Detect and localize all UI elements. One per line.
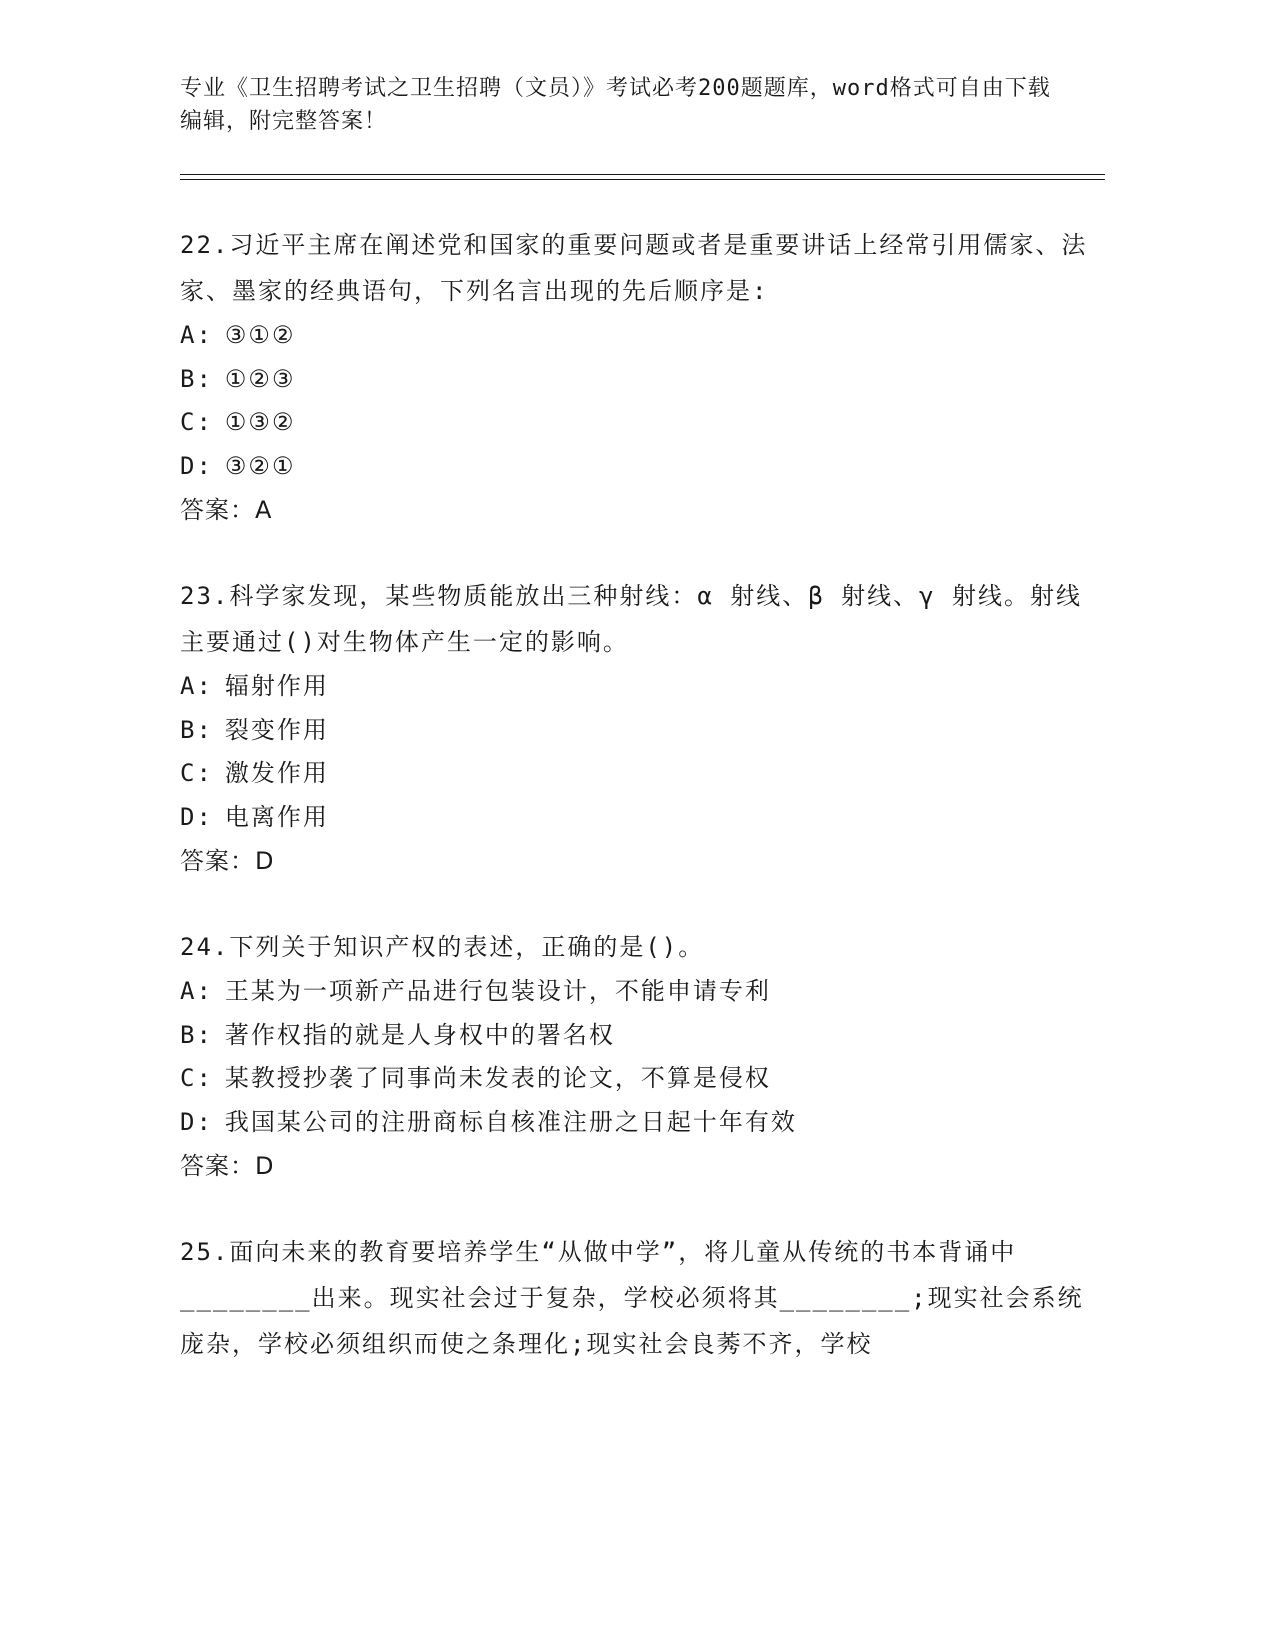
option-d <box>180 445 1105 489</box>
question-24 <box>180 924 1105 1188</box>
option-text: 某教授抄袭了同事尚未发表的论文，不算是侵权 <box>224 1064 771 1092</box>
option-label: C: <box>180 759 213 787</box>
header-divider-top <box>180 174 1105 175</box>
question-22 <box>180 222 1105 532</box>
option-label: A: <box>180 977 213 1005</box>
option-label: B: <box>180 715 213 744</box>
option-label: D: <box>180 1107 213 1136</box>
option-a <box>180 970 1105 1014</box>
option-text: 著作权指的就是人身权中的署名权 <box>224 1020 615 1049</box>
answer-text: 答案：D <box>180 1152 275 1180</box>
option-text: ③②① <box>224 451 296 480</box>
option-label: D: <box>180 451 213 480</box>
option-label: B: <box>180 1020 213 1049</box>
question-25 <box>180 1229 1105 1367</box>
question-23 <box>180 573 1105 883</box>
question-list <box>180 222 1105 1408</box>
option-text: ①③② <box>224 408 296 436</box>
option-label: A: <box>180 321 213 349</box>
option-b <box>180 1014 1105 1058</box>
option-label: C: <box>180 408 213 436</box>
option-label: D: <box>180 802 213 831</box>
option-a <box>180 665 1105 709</box>
option-text: 电离作用 <box>224 802 329 831</box>
option-text: 我国某公司的注册商标自核准注册之日起十年有效 <box>224 1107 797 1136</box>
option-c <box>180 401 1105 445</box>
document-header: 专业《卫生招聘考试之卫生招聘（文员）》考试必考200题题库，word格式可自由下载编辑，附完整答案！ <box>180 76 1051 134</box>
header-divider-bottom <box>180 179 1105 180</box>
option-d <box>180 1101 1105 1145</box>
answer-text: 答案：D <box>180 847 275 875</box>
option-text: 王某为一项新产品进行包装设计，不能申请专利 <box>224 977 771 1005</box>
option-text: 激发作用 <box>224 759 329 787</box>
question-stem: 23.科学家发现，某些物质能放出三种射线：α 射线、β 射线、γ 射线。射线主要通过()对生物体产生一定的影响。 <box>180 582 1083 656</box>
option-text: 裂变作用 <box>224 715 329 744</box>
option-text: ①②③ <box>224 364 296 393</box>
question-stem: 22.习近平主席在阐述党和国家的重要问题或者是重要讲话上经常引用儒家、法家、墨家的经典语句，下列名言出现的先后顺序是: <box>180 231 1088 305</box>
option-c <box>180 752 1105 796</box>
option-text: ③①② <box>224 321 296 349</box>
option-a <box>180 314 1105 358</box>
option-label: C: <box>180 1064 213 1092</box>
option-d <box>180 796 1105 840</box>
answer-text: 答案：A <box>180 496 273 524</box>
question-stem: 25.面向未来的教育要培养学生“从做中学”，将儿童从传统的书本背诵中________出来。现实社会过于复杂，学校必须将其________;现实社会系统庞杂，学校必须组织而使之条理化;现实社会良莠不齐，学校 <box>180 1238 1084 1358</box>
option-label: A: <box>180 672 213 700</box>
option-text: 辐射作用 <box>224 672 329 700</box>
option-label: B: <box>180 364 213 393</box>
option-b <box>180 358 1105 402</box>
option-b <box>180 709 1105 753</box>
option-c <box>180 1057 1105 1101</box>
question-stem: 24.下列关于知识产权的表述，正确的是()。 <box>180 933 705 961</box>
